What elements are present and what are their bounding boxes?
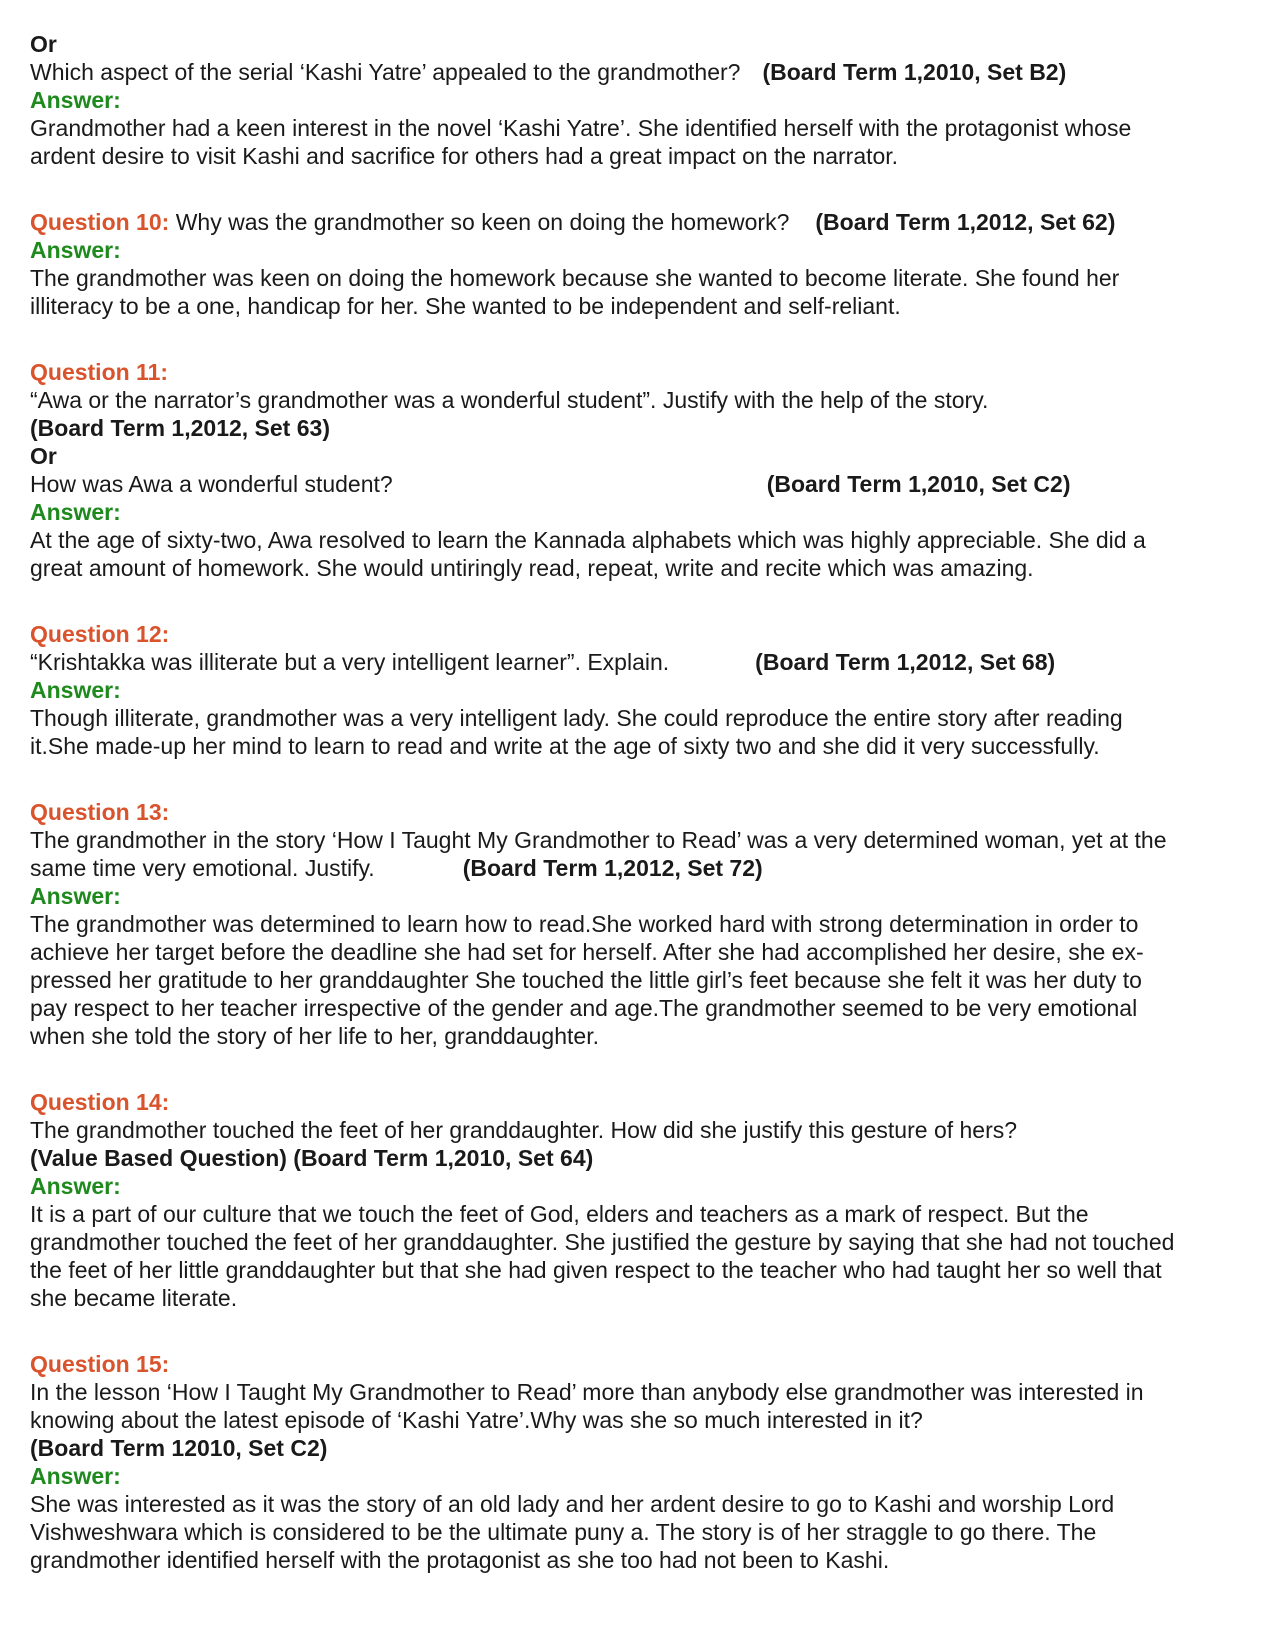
answer-line: Vishweshwara which is considered to be the ultimate puny a. The story is of her straggle to go there. The [30, 1519, 1097, 1545]
board-ref: (Board Term 1,2012, Set 63) [30, 415, 330, 441]
answer-label: Answer: [30, 1173, 121, 1199]
answer-line: ardent desire to visit Kashi and sacrifice for others had a great impact on the narrator. [30, 143, 899, 169]
question-block-13 [30, 798, 1255, 1050]
answer-label: Answer: [30, 677, 121, 703]
answer-line: It is a part of our culture that we touch the feet of God, elders and teachers as a mark of respect. But the [30, 1201, 1089, 1227]
question-line [30, 648, 1255, 676]
question-block-12 [30, 620, 1255, 760]
board-ref: (Value Based Question) (Board Term 1,2010, Set 64) [30, 1145, 594, 1171]
question-text: The grandmother in the story ‘How I Taught My Grandmother to Read’ was a very determined woman, yet at the [30, 827, 1167, 853]
question-label: Question 14: [30, 1089, 170, 1115]
answer-line: The grandmother was determined to learn how to read.She worked hard with strong determination in order to [30, 911, 1139, 937]
question-text: same time very emotional. Justify. [30, 855, 375, 881]
question-label: Question 13: [30, 799, 170, 825]
answer-line: the feet of her little granddaughter but that she had given respect to the teacher who had taught her so well that [30, 1257, 1162, 1283]
question-block-11 [30, 358, 1255, 582]
board-ref: (Board Term 1,2012, Set 72) [462, 855, 763, 881]
question-label: Question 11: [30, 359, 169, 385]
answer-line: At the age of sixty-two, Awa resolved to learn the Kannada alphabets which was highly appreciable. She did a [30, 527, 1146, 553]
board-ref: (Board Term 1,2012, Set 62) [815, 209, 1116, 235]
answer-line: achieve her target before the deadline she had set for herself. After she had accomplished her desire, she ex- [30, 939, 1144, 965]
question-label: Question 10: [30, 209, 170, 235]
question-block-10 [30, 208, 1255, 320]
question-text-body: Which aspect of the serial ‘Kashi Yatre’ appealed to the grandmother? [30, 59, 741, 85]
answer-line: when she told the story of her life to her, granddaughter. [30, 1023, 599, 1049]
board-ref: (Board Term 1,2012, Set 68) [755, 649, 1056, 675]
question-text [30, 58, 1255, 86]
document-page [30, 30, 1255, 1612]
answer-line: great amount of homework. She would untiringly read, repeat, write and recite which was amazing. [30, 555, 1034, 581]
answer-line: Grandmother had a keen interest in the novel ‘Kashi Yatre’. She identified herself with the protagonist whose [30, 115, 1132, 141]
question-text: knowing about the latest episode of ‘Kashi Yatre’.Why was she so much interested in it? [30, 1407, 923, 1433]
answer-line: pressed her gratitude to her granddaughter She touched the little girl’s feet because she felt it was her duty to [30, 967, 1142, 993]
question-block-14 [30, 1088, 1255, 1312]
question-text: “Awa or the narrator’s grandmother was a wonderful student”. Justify with the help of the story. [30, 387, 989, 413]
board-ref: (Board Term 12010, Set C2) [30, 1435, 328, 1461]
or-label: Or [30, 31, 57, 57]
alt-question-line [30, 470, 1255, 498]
question-line [30, 208, 1255, 236]
answer-line: pay respect to her teacher irrespective of the gender and age.The grandmother seemed to be very emotional [30, 995, 1138, 1021]
answer-line: grandmother identified herself with the protagonist as she too had not been to Kashi. [30, 1547, 890, 1573]
answer-line: The grandmother was keen on doing the homework because she wanted to become literate. She found her [30, 265, 1120, 291]
board-ref: (Board Term 1,2010, Set B2) [762, 59, 1067, 85]
answer-label: Answer: [30, 1463, 121, 1489]
answer-line: she became literate. [30, 1285, 238, 1311]
question-block-or-b2 [30, 30, 1255, 170]
answer-label: Answer: [30, 499, 121, 525]
question-text: In the lesson ‘How I Taught My Grandmother to Read’ more than anybody else grandmother was interested in [30, 1379, 1144, 1405]
question-label: Question 12: [30, 621, 170, 647]
question-label: Question 15: [30, 1351, 170, 1377]
question-block-15 [30, 1350, 1255, 1574]
answer-line: She was interested as it was the story of an old lady and her ardent desire to go to Kashi and worship Lord [30, 1491, 1115, 1517]
question-text: Why was the grandmother so keen on doing the homework? [175, 209, 790, 235]
board-ref: (Board Term 1,2010, Set C2) [766, 471, 1071, 497]
answer-line: it.She made-up her mind to learn to read and write at the age of sixty two and she did it very successfully. [30, 733, 1100, 759]
alt-question-text: How was Awa a wonderful student? [30, 471, 393, 497]
answer-line: grandmother touched the feet of her granddaughter. She justified the gesture by saying that she had not touched [30, 1229, 1175, 1255]
question-text: The grandmother touched the feet of her granddaughter. How did she justify this gesture of hers? [30, 1117, 1018, 1143]
answer-label: Answer: [30, 883, 121, 909]
answer-label: Answer: [30, 237, 121, 263]
answer-label: Answer: [30, 87, 121, 113]
or-label: Or [30, 443, 57, 469]
question-line [30, 854, 1255, 882]
answer-line: Though illiterate, grandmother was a very intelligent lady. She could reproduce the entire story after reading [30, 705, 1123, 731]
answer-line: illiteracy to be a one, handicap for her. She wanted to be independent and self-reliant. [30, 293, 901, 319]
question-text: “Krishtakka was illiterate but a very intelligent learner”. Explain. [30, 649, 670, 675]
